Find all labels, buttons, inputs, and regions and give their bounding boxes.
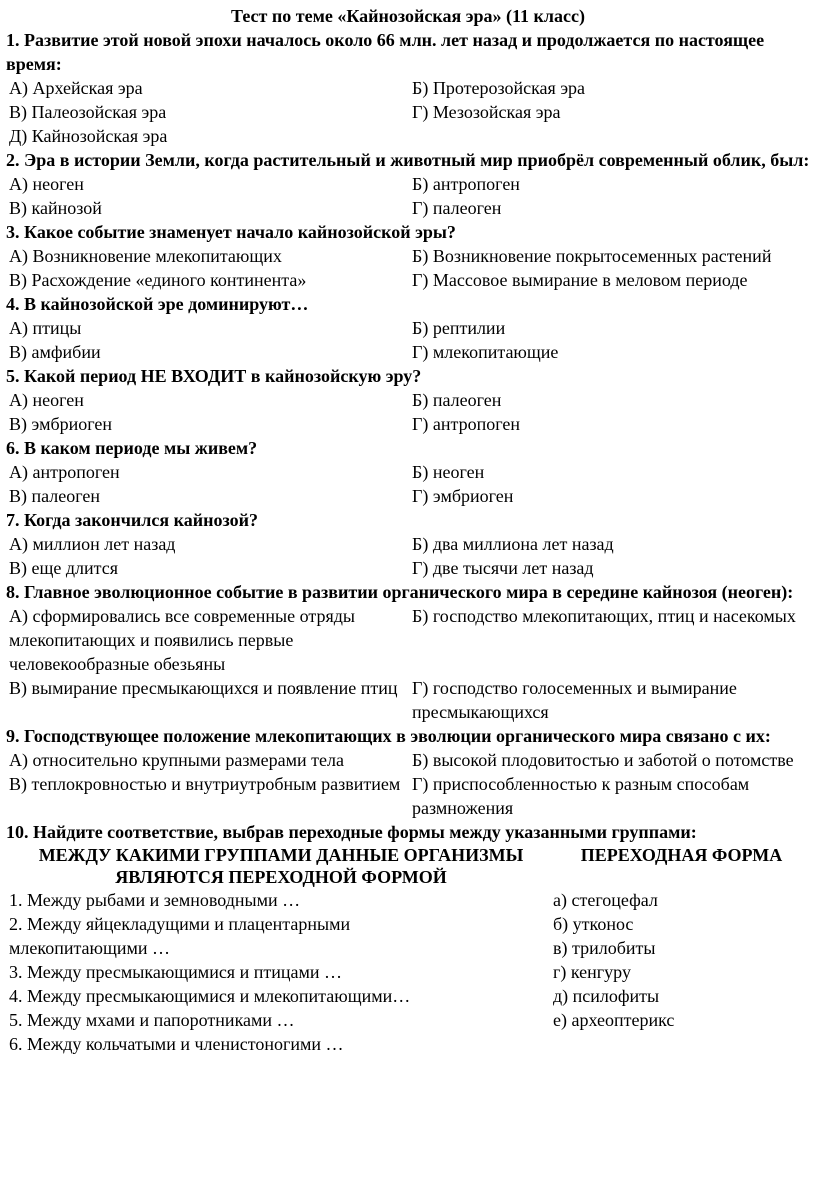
- answer-option: Б) рептилии: [412, 318, 506, 338]
- matching-group-pair: 6. Между кольчатыми и членистоногими …: [9, 1034, 344, 1054]
- matching-transitional-form: д) псилофиты: [553, 986, 660, 1006]
- answer-row: [6, 676, 810, 724]
- question-3: [6, 220, 810, 292]
- matching-transitional-form: б) утконос: [553, 914, 634, 934]
- question-3-text: 3. Какое событие знаменует начало кайнозойской эры?: [6, 222, 456, 242]
- answer-option: А) неоген: [9, 390, 84, 410]
- answer-row: [6, 412, 810, 436]
- answer-option: Б) неоген: [412, 462, 485, 482]
- answer-row: [6, 76, 810, 100]
- answer-option: Б) высокой плодовитостью и заботой о потомстве: [412, 750, 794, 770]
- question-6-text: 6. В каком периоде мы живем?: [6, 438, 258, 458]
- answer-option: А) миллион лет назад: [9, 534, 176, 554]
- answer-row: [6, 388, 810, 412]
- question-2: [6, 148, 810, 220]
- answer-row: [6, 124, 810, 148]
- question-6: [6, 436, 810, 508]
- question-1: [6, 28, 810, 148]
- matching-transitional-form: е) археоптерикс: [553, 1010, 675, 1030]
- matching-transitional-form: а) стегоцефал: [553, 890, 658, 910]
- question-9-text: 9. Господствующее положение млекопитающих в эволюции органического мира связано с их:: [6, 726, 771, 746]
- answer-option: Б) антропоген: [412, 174, 520, 194]
- question-8: [6, 580, 810, 724]
- matching-row: [6, 1032, 810, 1056]
- question-7: [6, 508, 810, 580]
- question-9: [6, 724, 810, 820]
- answer-row: [6, 340, 810, 364]
- matching-row: [6, 960, 810, 984]
- matching-group-pair: млекопитающими …: [9, 938, 170, 958]
- question-2-text: 2. Эра в истории Земли, когда растительный и животный мир приобрёл современный облик, был:: [6, 150, 810, 170]
- answer-option: А) Возникновение млекопитающих: [9, 246, 282, 266]
- matching-right-header: ПЕРЕХОДНАЯ ФОРМА: [580, 845, 783, 865]
- matching-table-header: [6, 844, 810, 888]
- answer-option: Г) две тысячи лет назад: [412, 558, 594, 578]
- answer-row: [6, 196, 810, 220]
- answer-option: Д) Кайнозойская эра: [9, 126, 168, 146]
- answer-row: [6, 532, 810, 556]
- answer-option: Б) Протерозойская эра: [412, 78, 586, 98]
- question-7-text: 7. Когда закончился кайнозой?: [6, 510, 258, 530]
- answer-row: [6, 772, 810, 820]
- answer-option: В) вымирание пресмыкающихся и появление птиц: [9, 678, 398, 698]
- matching-table-rows: [6, 888, 810, 1056]
- matching-group-pair: 4. Между пресмыкающимися и млекопитающими…: [9, 986, 411, 1006]
- answer-option: Б) два миллиона лет назад: [412, 534, 614, 554]
- matching-row: [6, 984, 810, 1008]
- answer-option: Б) Возникновение покрытосеменных растений: [412, 246, 772, 266]
- answer-option: А) сформировались все современные отряды млекопитающих и появились первые человекообразные обезьяны: [9, 606, 356, 674]
- answer-option: Г) млекопитающие: [412, 342, 559, 362]
- answer-option: А) Архейская эра: [9, 78, 143, 98]
- answer-option: В) палеоген: [9, 486, 101, 506]
- answer-option: В) Палеозойская эра: [9, 102, 167, 122]
- answer-row: [6, 748, 810, 772]
- answer-option: В) кайнозой: [9, 198, 102, 218]
- answer-row: [6, 460, 810, 484]
- answer-option: Б) палеоген: [412, 390, 502, 410]
- answer-option: А) антропоген: [9, 462, 120, 482]
- question-4-text: 4. В кайнозойской эре доминируют…: [6, 294, 309, 314]
- answer-option: А) неоген: [9, 174, 84, 194]
- question-4: [6, 292, 810, 364]
- question-8-text: 8. Главное эволюционное событие в развитии органического мира в середине кайнозоя (неоген):: [6, 582, 794, 602]
- question-5-text: 5. Какой период НЕ ВХОДИТ в кайнозойскую эру?: [6, 366, 422, 386]
- answer-option: Г) господство голосеменных и вымирание пресмыкающихся: [412, 678, 737, 722]
- answer-option: А) относительно крупными размерами тела: [9, 750, 344, 770]
- answer-row: [6, 316, 810, 340]
- answer-option: В) еще длится: [9, 558, 118, 578]
- matching-group-pair: 1. Между рыбами и земноводными …: [9, 890, 301, 910]
- answer-row: [6, 100, 810, 124]
- answer-option: Г) антропоген: [412, 414, 521, 434]
- answer-row: [6, 172, 810, 196]
- answer-option: Г) эмбриоген: [412, 486, 514, 506]
- question-1-text: 1. Развитие этой новой эпохи началось около 66 млн. лет назад и продолжается по настоящее время:: [6, 30, 765, 74]
- matching-row: [6, 1008, 810, 1032]
- answer-option: А) птицы: [9, 318, 82, 338]
- answer-option: Г) Массовое вымирание в меловом периоде: [412, 270, 748, 290]
- questions-list: [6, 28, 810, 820]
- answer-row: [6, 556, 810, 580]
- answer-option: В) теплокровностью и внутриутробным развитием: [9, 774, 401, 794]
- matching-row: [6, 936, 810, 960]
- matching-left-header: МЕЖДУ КАКИМИ ГРУППАМИ ДАННЫЕ ОРГАНИЗМЫ ЯВЛЯЮТСЯ ПЕРЕХОДНОЙ ФОРМОЙ: [38, 845, 524, 887]
- answer-option: [412, 124, 810, 148]
- answer-option: Г) палеоген: [412, 198, 502, 218]
- answer-option: В) Расхождение «единого континента»: [9, 270, 307, 290]
- matching-group-pair: 5. Между мхами и папоротниками …: [9, 1010, 295, 1030]
- question-10: [6, 820, 810, 1056]
- matching-transitional-form: [553, 1032, 810, 1056]
- matching-group-pair: 2. Между яйцекладущими и плацентарными: [9, 914, 351, 934]
- answer-option: Г) Мезозойская эра: [412, 102, 561, 122]
- answer-row: [6, 268, 810, 292]
- matching-transitional-form: г) кенгуру: [553, 962, 631, 982]
- answer-option: В) эмбриоген: [9, 414, 113, 434]
- answer-row: [6, 244, 810, 268]
- matching-row: [6, 888, 810, 912]
- answer-row: [6, 484, 810, 508]
- answer-option: Г) приспособленностью к разным способам размножения: [412, 774, 750, 818]
- matching-row: [6, 912, 810, 936]
- question-5: [6, 364, 810, 436]
- answer-row: [6, 604, 810, 676]
- matching-transitional-form: в) трилобиты: [553, 938, 656, 958]
- document-title: Тест по теме «Кайнозойская эра» (11 класс): [231, 6, 585, 26]
- matching-group-pair: 3. Между пресмыкающимися и птицами …: [9, 962, 342, 982]
- question-10-text: 10. Найдите соответствие, выбрав переходные формы между указанными группами:: [6, 822, 697, 842]
- answer-option: В) амфибии: [9, 342, 101, 362]
- answer-option: Б) господство млекопитающих, птиц и насекомых: [412, 606, 796, 626]
